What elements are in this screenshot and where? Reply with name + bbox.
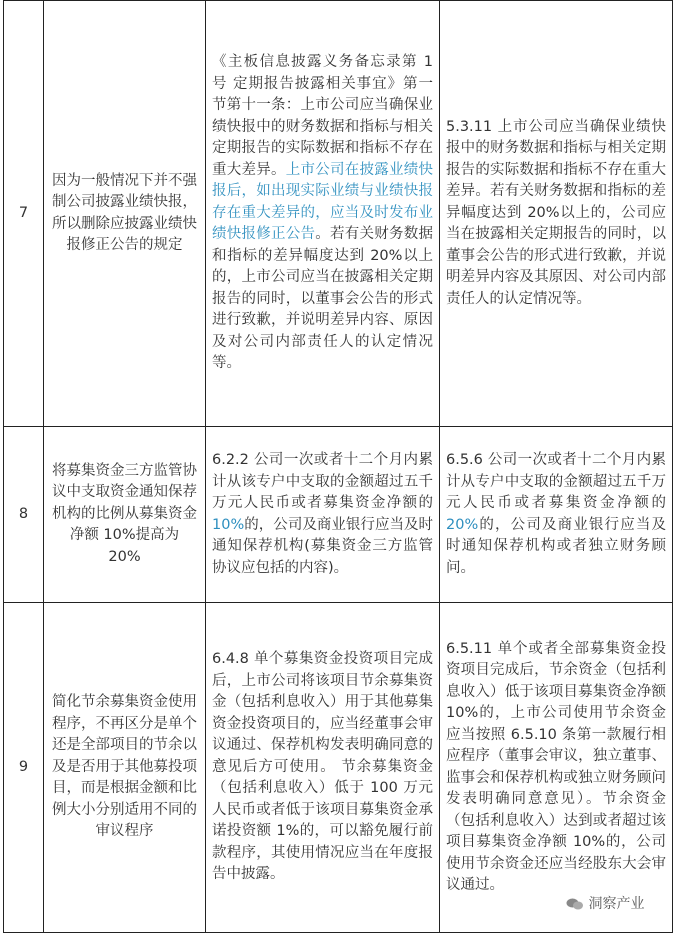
rules-comparison-table bbox=[3, 0, 673, 933]
row-number: 8 bbox=[4, 427, 44, 603]
new-rule-text: 6.5.6 公司一次或者十二个月内累计从专户中支取的金额超过五千万元人民币或者募集资金净额的 20%的，公司及商业银行应当及时通知保荐机构或者独立财务顾问。 bbox=[440, 427, 673, 603]
new-rule-text: 6.5.11 单个或者全部募集资金投资项目完成后，节余资金（包括利息收入）低于该项目募集资金净额 10%的，上市公司使用节余资金应当按照 6.5.10 条第一款履行相应程序（董事会审议，独立董事、监事会和保荐机构或独立财务顾问发表明确同意意见）。节余资金（包括利息收入）达到或者超过该项目募集资金净额 10%的，公司使用节余资金还应当经股东大会审议通过。 bbox=[440, 603, 673, 933]
row-number: 9 bbox=[4, 603, 44, 933]
highlighted-text: 10% bbox=[212, 516, 245, 533]
old-rule-text: 《主板信息披露义务备忘录第 1 号 定期报告披露相关事宜》第一节第十一条：上市公司应当确保业绩快报中的财务数据和指标与相关定期报告的实际数据和指标不存在重大差异。上市公司在披露业绩快报后，如出现实际业绩与业绩快报存在重大差异的，应当及时发布业绩快报修正公告。若有关财务数据和指标的差异幅度达到 20%以上的，上市公司应当在披露相关定期报告的同时，以董事会公告的形式进行致歉，并说明差异内容、原因及对公司内部责任人的认定情况等。 bbox=[206, 1, 440, 427]
old-rule-text: 6.4.8 单个募集资金投资项目完成后，上市公司将该项目节余募集资金（包括利息收入）用于其他募集资金投资项目的，应当经董事会审议通过、保荐机构发表明确同意的意见后方可使用。 节余募集资金（包括利息收入）低于 100 万元人民币或者低于该项目募集资金承诺投资额 1%的，可以豁免履行前款程序，其使用情况应当在年度报告中披露。 bbox=[206, 603, 440, 933]
table-row bbox=[4, 603, 673, 933]
change-summary: 将募集资金三方监管协议中支取资金通知保荐机构的比例从募集资金净额 10%提高为 20% bbox=[44, 427, 206, 603]
watermark bbox=[566, 893, 644, 913]
old-rule-text: 6.2.2 公司一次或者十二个月内累计从该专户中支取的金额超过五千万元人民币或者募集资金净额的 10%的，公司及商业银行应当及时通知保荐机构(募集资金三方监管协议应包括的内容)。 bbox=[206, 427, 440, 603]
new-rule-text: 5.3.11 上市公司应当确保业绩快报中的财务数据和指标与相关定期报告的实际数据和指标不存在重大差异。若有关财务数据和指标的差异幅度达到 20%以上的，公司应当在披露相关定期报告的同时，以董事会公告的形式进行致歉，并说明差异内容及其原因、对公司内部责任人的认定情况等。 bbox=[440, 1, 673, 427]
change-summary: 简化节余募集资金使用程序，不再区分是单个还是全部项目的节余以及是否用于其他募投项目，而是根据金额和比例大小分别适用不同的审议程序 bbox=[44, 603, 206, 933]
wechat-icon bbox=[566, 898, 584, 910]
table-row bbox=[4, 427, 673, 603]
row-number: 7 bbox=[4, 1, 44, 427]
highlighted-text: 20% bbox=[446, 516, 479, 533]
watermark-text: 洞察产业 bbox=[588, 896, 645, 912]
change-summary: 因为一般情况下并不强制公司披露业绩快报，所以删除应披露业绩快报修正公告的规定 bbox=[44, 1, 206, 427]
highlighted-text: 上市公司在披露业绩快报后，如出现实际业绩与业绩快报存在重大差异的，应当及时发布业绩快报修正公告 bbox=[212, 161, 433, 243]
table-row bbox=[4, 1, 673, 427]
